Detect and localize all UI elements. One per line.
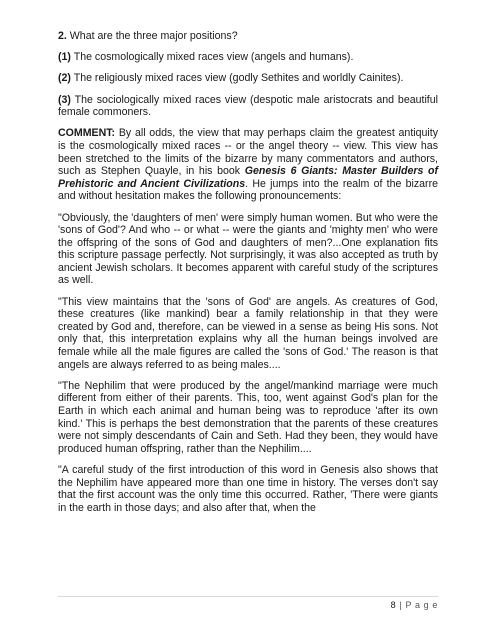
position-text: The sociologically mixed races view (despotic male aristocrats and beautiful female commoners.	[58, 93, 438, 119]
position-number: (3)	[58, 93, 71, 106]
footer-divider	[58, 596, 438, 597]
page-number: 8	[390, 600, 397, 610]
question-number: 2.	[58, 30, 67, 42]
book-title: Genesis 6 Giants: Master Builders of Prehistoric and Ancient Civilizations	[58, 165, 439, 190]
page-content	[58, 30, 438, 523]
page-word: P a g e	[405, 600, 438, 610]
quote-paragraph: "The Nephilim that were produced by the angel/mankind marriage were much different from either of their parents. This, too, went against God's plan for the Earth in which each animal and human being was to reproduce 'after its own kind.' This is perhaps the best demonstration that the parents of these creatures were not simply descendants of Cain and Seth. Had they been, they would have produced human offspring, rather than the Nephilim....	[58, 379, 438, 455]
position-item	[58, 72, 438, 85]
page-footer	[391, 600, 438, 610]
question-text: What are the three major positions?	[69, 30, 238, 42]
comment-text-before: By all odds, the view that may perhaps claim the greatest antiquity is the cosmologically mixed races -- or the angel theory -- view. This view has been stretched to the limits of the bizarre by many commentators and authors, such as Stephen Quayle, in his book	[58, 127, 438, 178]
quote-paragraph: "This view maintains that the 'sons of God' are angels. As creatures of God, these creatures (like mankind) bear a family relationship in that they were created by God and, therefore, can be viewed in a sense as being His sons. Not only that, this interpretation explains why all the human beings involved are female while all the male figures are called the 'sons of God.' The reason is that angels are always referred to as being males....	[58, 295, 438, 371]
position-item	[58, 51, 438, 64]
position-item	[58, 94, 438, 119]
position-number: (1)	[58, 51, 71, 64]
quote-paragraph: "A careful study of the first introduction of this word in Genesis also shows that the Nephilim have appeared more than one time in history. The verses don't say that the first account was the only time this occurred. Rather, 'There were giants in the earth in those days; and also after that, when the	[58, 463, 438, 514]
position-text: The religiously mixed races view (godly Sethites and worldly Cainites).	[73, 72, 404, 85]
position-number: (2)	[58, 72, 71, 85]
footer-separator: |	[399, 600, 403, 610]
position-text: The cosmologically mixed races view (angels and humans).	[73, 51, 354, 64]
question-heading	[58, 30, 438, 43]
comment-paragraph	[58, 127, 438, 203]
comment-text-after: . He jumps into the realm of the bizarre and without hesitation makes the following pronouncements:	[58, 177, 438, 203]
comment-label: COMMENT:	[58, 127, 116, 140]
quote-paragraph: "Obviously, the 'daughters of men' were simply human women. But who were the 'sons of God'? And who -- or what -- were the giants and 'mighty men' who were the offspring of the sons of God and daughters of men?...One explanation fits this scripture passage perfectly. Not surprisingly, it was also accepted as truth by ancient Jewish scholars. It becomes apparent with careful study of the scriptures as well.	[58, 211, 438, 287]
